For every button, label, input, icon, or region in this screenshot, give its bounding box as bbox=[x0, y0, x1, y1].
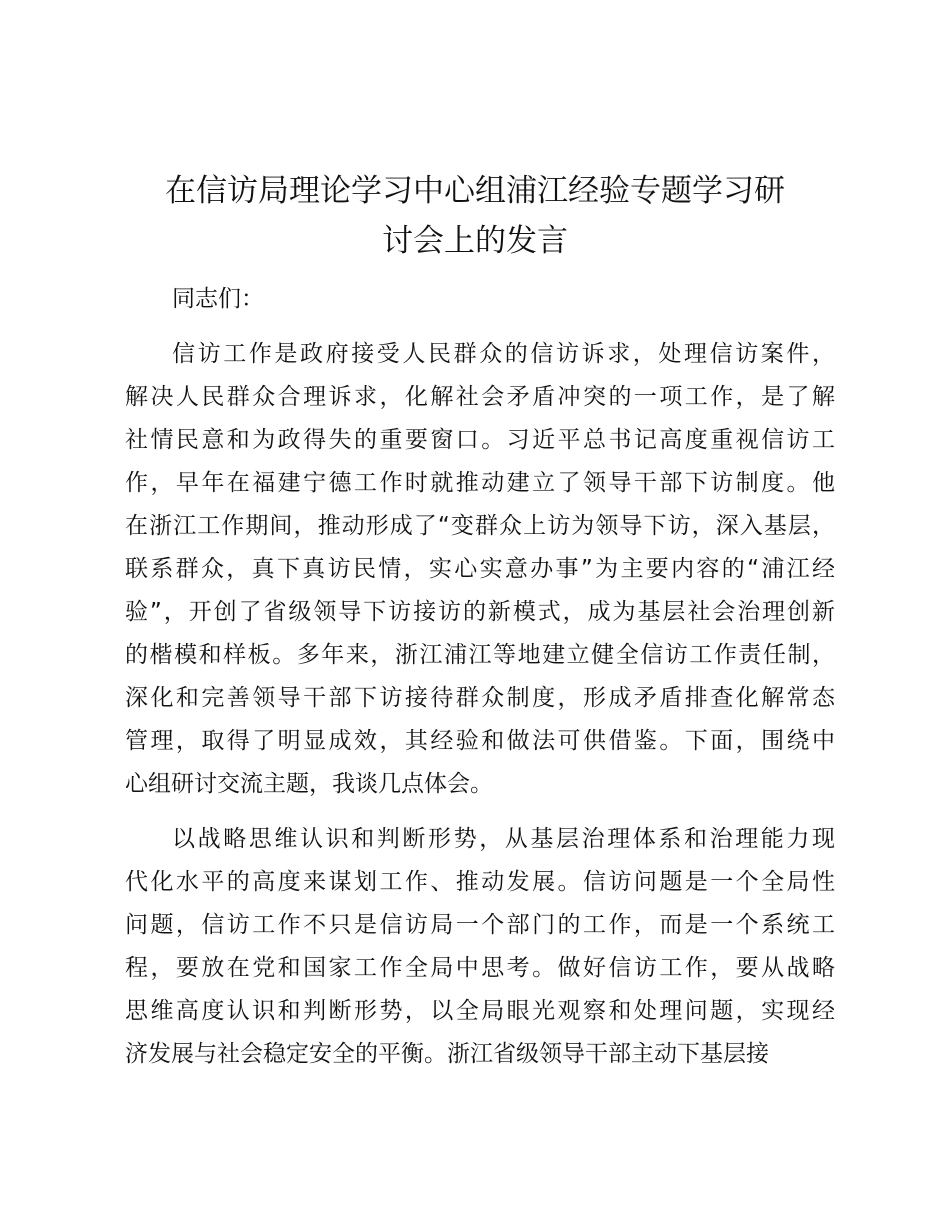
paragraph-1-line: 作，早年在福建宁德工作时就推动建立了领导干部下访制度。他 bbox=[125, 470, 835, 496]
paragraph-2-line: 问题，信访工作不只是信访局一个部门的工作，而是一个系统工 bbox=[125, 912, 835, 938]
paragraph-1-line: 解决人民群众合理诉求，化解社会矛盾冲突的一项工作，是了解 bbox=[125, 384, 835, 410]
paragraph-1-line: 在浙江工作期间，推动形成了“变群众上访为领导下访，深入基层， bbox=[125, 513, 835, 539]
title-line: 讨会上的发言 bbox=[382, 223, 568, 259]
paragraph-1-line: 验”，开创了省级领导下访接访的新模式，成为基层社会治理创新 bbox=[125, 599, 835, 625]
title-line: 在信访局理论学习中心组浦江经验专题学习研 bbox=[165, 173, 785, 209]
paragraph-1-line: 管理，取得了明显成效，其经验和做法可供借鉴。下面，围绕中 bbox=[125, 728, 835, 754]
paragraph-1-line: 的楷模和样板。多年来，浙江浦江等地建立健全信访工作责任制， bbox=[125, 642, 835, 668]
paragraph-2-line: 以战略思维认识和判断形势，从基层治理体系和治理能力现 bbox=[172, 826, 835, 852]
paragraph-2-line: 济发展与社会稳定安全的平衡。浙江省级领导干部主动下基层接 bbox=[125, 1041, 769, 1067]
paragraph-1-line: 深化和完善领导干部下访接待群众制度，形成矛盾排查化解常态 bbox=[125, 685, 835, 711]
paragraph-1-line: 心组研讨交流主题，我谈几点体会。 bbox=[125, 771, 493, 797]
paragraph-2-line: 程，要放在党和国家工作全局中思考。做好信访工作，要从战略 bbox=[125, 955, 835, 981]
paragraph-1-line: 信访工作是政府接受人民群众的信访诉求，处理信访案件， bbox=[172, 341, 835, 367]
paragraph-2-line: 代化水平的高度来谋划工作、推动发展。信访问题是一个全局性 bbox=[125, 869, 835, 895]
paragraph-1-line: 联系群众，真下真访民情，实心实意办事”为主要内容的“浦江经 bbox=[125, 556, 835, 582]
greeting: 同志们： bbox=[172, 286, 264, 312]
paragraph-2-line: 思维高度认识和判断形势，以全局眼光观察和处理问题，实现经 bbox=[125, 998, 835, 1024]
paragraph-1-line: 社情民意和为政得失的重要窗口。习近平总书记高度重视信访工 bbox=[125, 427, 835, 453]
document-title bbox=[125, 166, 825, 266]
